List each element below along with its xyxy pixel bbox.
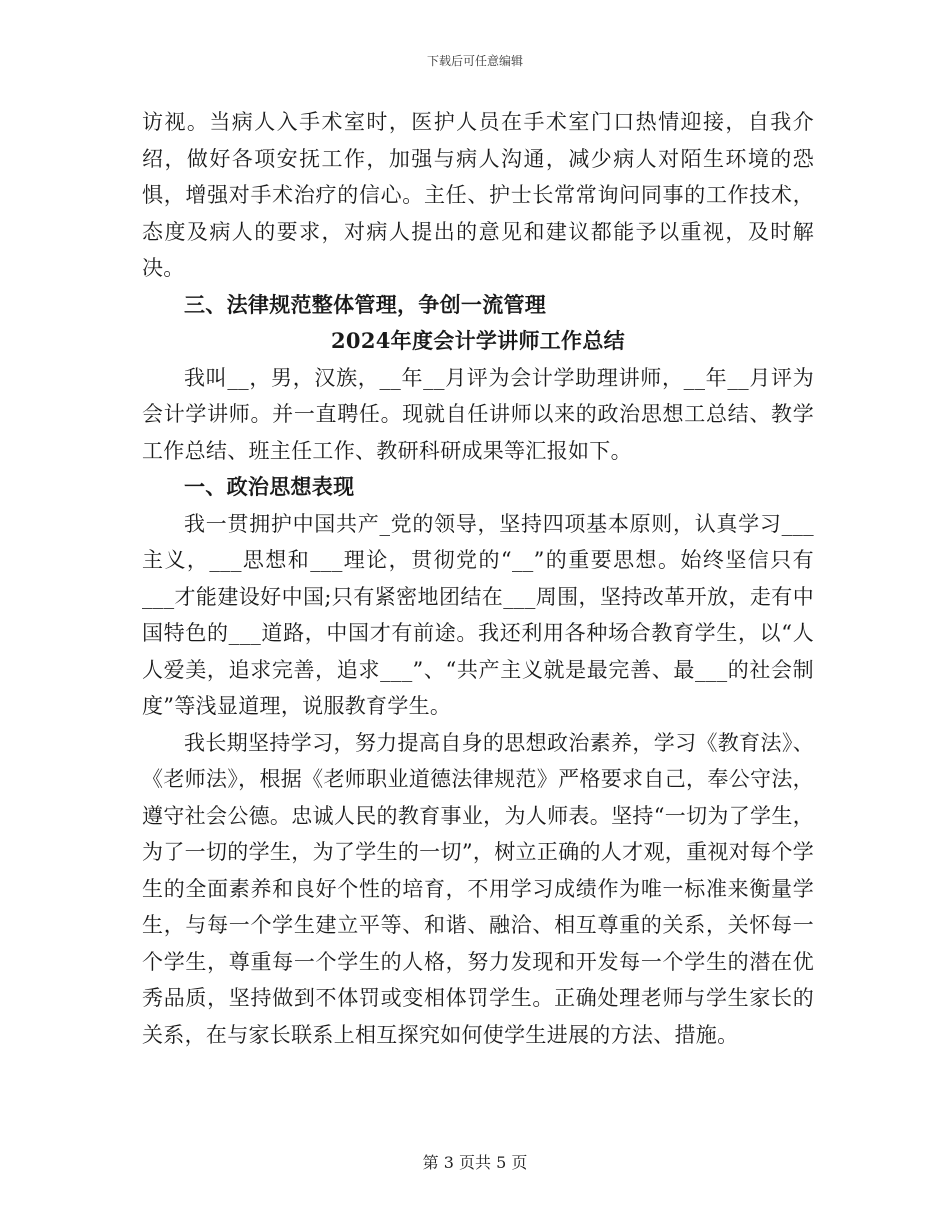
page-number: 第 3 页共 5 页 <box>422 1153 528 1172</box>
paragraph-continuation: 访视。当病人入手术室时，医护人员在手术室门口热情迎接，自我介绍，做好各项安抚工作，加强与病人沟通，减少病人对陌生环境的恐惧，增强对手术治疗的信心。主任、护士长常常询问同事的工作技术，态度及病人的要求，对病人提出的意见和建议都能予以重视，及时解决。 <box>142 110 814 280</box>
document-body <box>142 104 814 1053</box>
page-header: 下载后可任意编辑 <box>426 54 523 68</box>
section-heading-1: 一、政治思想表现 <box>184 474 355 499</box>
section-heading-3: 三、法律规范整体管理，争创一流管理 <box>184 291 547 317</box>
intro-paragraph: 我叫__，男，汉族，__年__月评为会计学助理讲师，__年__月评为会计学讲师。并一直聘任。现就自任讲师以来的政治思想工总结、教学工作总结、班主任工作、教研科研成果等汇报如下。 <box>142 365 814 463</box>
document-title: 2024年度会计学讲师工作总结 <box>331 328 625 353</box>
study-paragraph: 我长期坚持学习，努力提高自身的思想政治素养，学习《教育法》、《老师法》，根据《老师职业道德法律规范》严格要求自己，奉公守法，遵守社会公德。忠诚人民的教育事业，为人师表。坚持“一切为了学生，为了一切的学生，为了学生的一切”，树立正确的人才观，重视对每个学生的全面素养和良好个性的培育，不用学习成绩作为唯一标准来衡量学生，与每一个学生建立平等、和谐、融洽、相互尊重的关系，关怀每一个学生，尊重每一个学生的人格，努力发现和开发每一个学生的潜在优秀品质，坚持做到不体罚或变相体罚学生。正确处理老师与学生家长的关系，在与家长联系上相互探究如何使学生进展的方法、措施。 <box>142 730 814 1047</box>
political-paragraph: 我一贯拥护中国共产_党的领导，坚持四项基本原则，认真学习___主义，___思想和___理论，贯彻党的“__”的重要思想。始终坚信只有___才能建设好中国;只有紧密地团结在___周围，坚持改革开放，走有中国特色的___道路，中国才有前途。我还利用各种场合教育学生，以“人人爱美，追求完善，追求___”、“共产主义就是最完善、最___的社会制度”等浅显道理，说服教育学生。 <box>142 511 814 718</box>
